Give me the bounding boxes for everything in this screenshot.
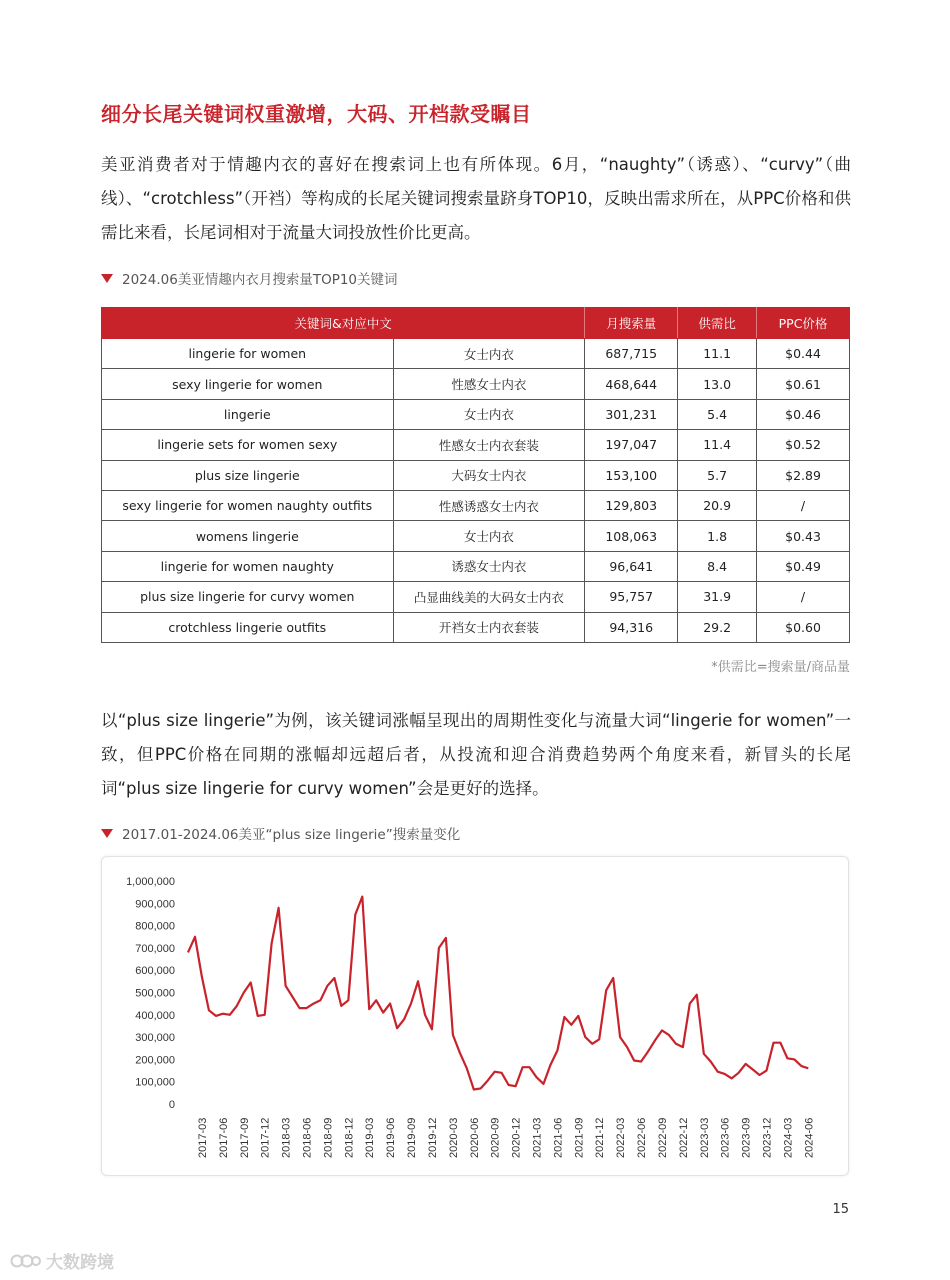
- x-tick-label: 2019-03: [364, 1117, 377, 1158]
- x-tick-label: 2019-12: [426, 1117, 439, 1158]
- table-row: [102, 582, 850, 612]
- header-search-volume: 月搜索量: [585, 308, 678, 339]
- ppc-cell: $0.52: [757, 430, 850, 460]
- y-tick-label: 1,000,000: [126, 876, 175, 888]
- x-tick-label: 2017-09: [238, 1117, 251, 1158]
- y-tick-label: 900,000: [135, 898, 175, 911]
- x-tick-label: 2020-03: [447, 1117, 460, 1158]
- table-header-row: [102, 308, 850, 339]
- volume-cell: 96,641: [585, 551, 678, 581]
- chinese-cell: 大码女士内衣: [393, 460, 585, 490]
- ratio-cell: 29.2: [678, 612, 757, 642]
- line-chart: [101, 856, 849, 1176]
- x-tick-label: 2021-09: [573, 1117, 586, 1158]
- table-caption-text: 2024.06美亚情趣内衣月搜索量TOP10关键词: [122, 272, 398, 288]
- section-heading: 细分长尾关键词权重激增，大码、开档款受瞩目: [101, 102, 532, 126]
- keyword-cell: lingerie for women naughty: [102, 551, 394, 581]
- y-tick-label: 200,000: [135, 1054, 175, 1067]
- x-tick-label: 2018-09: [322, 1117, 335, 1158]
- volume-cell: 108,063: [585, 521, 678, 551]
- x-tick-label: 2018-12: [343, 1117, 356, 1158]
- y-tick-label: 100,000: [135, 1076, 175, 1089]
- x-tick-label: 2021-06: [552, 1117, 565, 1158]
- footnote: *供需比=搜索量/商品量: [711, 660, 850, 675]
- table-row: [102, 430, 850, 460]
- x-tick-label: 2019-06: [385, 1117, 398, 1158]
- keyword-cell: womens lingerie: [102, 521, 394, 551]
- keyword-cell: sexy lingerie for women naughty outfits: [102, 490, 394, 520]
- y-tick-label: 0: [168, 1099, 175, 1111]
- y-tick-label: 800,000: [135, 920, 175, 933]
- ppc-cell: $0.60: [757, 612, 850, 642]
- x-tick-label: 2022-03: [615, 1117, 628, 1158]
- ppc-cell: $0.43: [757, 521, 850, 551]
- volume-cell: 153,100: [585, 460, 678, 490]
- header-keyword: 关键词&对应中文: [102, 308, 585, 339]
- x-tick-label: 2018-06: [301, 1117, 314, 1158]
- chinese-cell: 性感女士内衣: [393, 369, 585, 399]
- ppc-cell: /: [757, 490, 850, 520]
- ppc-cell: /: [757, 582, 850, 612]
- y-tick-label: 400,000: [135, 1009, 175, 1022]
- analysis-paragraph: 以“plus size lingerie”为例，该关键词涨幅呈现出的周期性变化与流量大词“lingerie for women”一致，但PPC价格在同期的涨幅却远超后者，从投流和迎合消费趋势两个角度来看，新冒头的长尾词“plus size lingerie for curvy women”会是更好的选择。: [101, 711, 851, 798]
- ratio-cell: 8.4: [678, 551, 757, 581]
- keyword-cell: sexy lingerie for women: [102, 369, 394, 399]
- x-tick-label: 2019-09: [406, 1117, 419, 1158]
- ppc-cell: $0.61: [757, 369, 850, 399]
- ppc-cell: $0.44: [757, 339, 850, 369]
- x-tick-label: 2022-06: [636, 1117, 649, 1158]
- keyword-cell: lingerie for women: [102, 339, 394, 369]
- watermark-logo: [10, 1248, 114, 1273]
- x-tick-label: 2022-12: [677, 1117, 690, 1158]
- table-row: [102, 399, 850, 429]
- x-tick-label: 2024-03: [782, 1117, 795, 1158]
- triangle-down-icon: [101, 274, 113, 283]
- ratio-cell: 20.9: [678, 490, 757, 520]
- x-tick-label: 2022-09: [656, 1117, 669, 1158]
- chinese-cell: 女士内衣: [393, 399, 585, 429]
- table-row: [102, 339, 850, 369]
- ratio-cell: 11.1: [678, 339, 757, 369]
- page-number: 15: [832, 1202, 849, 1217]
- y-tick-label: 600,000: [135, 965, 175, 978]
- table-row: [102, 490, 850, 520]
- ratio-cell: 5.4: [678, 399, 757, 429]
- logo-text: 大数跨境: [46, 1253, 114, 1273]
- line-chart-svg: [102, 857, 850, 1177]
- chinese-cell: 性感诱惑女士内衣: [393, 490, 585, 520]
- logo-icon: [10, 1253, 42, 1269]
- y-tick-label: 300,000: [135, 1032, 175, 1045]
- series-line: [188, 897, 808, 1090]
- keyword-cell: plus size lingerie: [102, 460, 394, 490]
- keyword-cell: crotchless lingerie outfits: [102, 612, 394, 642]
- table-row: [102, 612, 850, 642]
- keyword-cell: lingerie sets for women sexy: [102, 430, 394, 460]
- x-tick-label: 2023-06: [719, 1117, 732, 1158]
- volume-cell: 95,757: [585, 582, 678, 612]
- ppc-cell: $0.46: [757, 399, 850, 429]
- triangle-down-icon: [101, 829, 113, 838]
- chart-caption: [101, 823, 460, 843]
- volume-cell: 301,231: [585, 399, 678, 429]
- table-row: [102, 369, 850, 399]
- volume-cell: 129,803: [585, 490, 678, 520]
- ratio-cell: 11.4: [678, 430, 757, 460]
- table-row: [102, 521, 850, 551]
- table-row: [102, 460, 850, 490]
- chinese-cell: 开裆女士内衣套装: [393, 612, 585, 642]
- volume-cell: 468,644: [585, 369, 678, 399]
- ratio-cell: 31.9: [678, 582, 757, 612]
- volume-cell: 94,316: [585, 612, 678, 642]
- table-row: [102, 551, 850, 581]
- chinese-cell: 女士内衣: [393, 339, 585, 369]
- x-tick-label: 2021-03: [531, 1117, 544, 1158]
- y-tick-label: 500,000: [135, 987, 175, 1000]
- intro-paragraph: 美亚消费者对于情趣内衣的喜好在搜索词上也有所体现。6月，“naughty”（诱惑）、“curvy”（曲线）、“crotchless”（开裆）等构成的长尾关键词搜索量跻身TOP10，反映出需求所在，从PPC价格和供需比来看，长尾词相对于流量大词投放性价比更高。: [101, 155, 851, 242]
- x-tick-label: 2020-09: [489, 1117, 502, 1158]
- chinese-cell: 凸显曲线美的大码女士内衣: [393, 582, 585, 612]
- keyword-cell: lingerie: [102, 399, 394, 429]
- x-tick-label: 2023-12: [761, 1117, 774, 1158]
- ppc-cell: $2.89: [757, 460, 850, 490]
- ratio-cell: 1.8: [678, 521, 757, 551]
- x-tick-label: 2020-12: [510, 1117, 523, 1158]
- y-tick-label: 700,000: [135, 942, 175, 955]
- header-supply-ratio: 供需比: [678, 308, 757, 339]
- chart-caption-text: 2017.01-2024.06美亚“plus size lingerie”搜索量变化: [122, 827, 461, 843]
- x-tick-label: 2018-03: [280, 1117, 293, 1158]
- ratio-cell: 5.7: [678, 460, 757, 490]
- ppc-cell: $0.49: [757, 551, 850, 581]
- header-ppc: PPC价格: [757, 308, 850, 339]
- x-tick-label: 2023-09: [740, 1117, 753, 1158]
- chinese-cell: 女士内衣: [393, 521, 585, 551]
- keyword-table: [101, 307, 850, 643]
- x-tick-label: 2017-06: [217, 1117, 230, 1158]
- volume-cell: 197,047: [585, 430, 678, 460]
- x-tick-label: 2017-03: [196, 1117, 209, 1158]
- ratio-cell: 13.0: [678, 369, 757, 399]
- x-tick-label: 2017-12: [259, 1117, 272, 1158]
- volume-cell: 687,715: [585, 339, 678, 369]
- x-tick-label: 2021-12: [594, 1117, 607, 1158]
- keyword-cell: plus size lingerie for curvy women: [102, 582, 394, 612]
- x-tick-label: 2024-06: [803, 1117, 816, 1158]
- chinese-cell: 性感女士内衣套装: [393, 430, 585, 460]
- x-tick-label: 2020-06: [468, 1117, 481, 1158]
- table-caption: [101, 268, 398, 288]
- chinese-cell: 诱惑女士内衣: [393, 551, 585, 581]
- x-tick-label: 2023-03: [698, 1117, 711, 1158]
